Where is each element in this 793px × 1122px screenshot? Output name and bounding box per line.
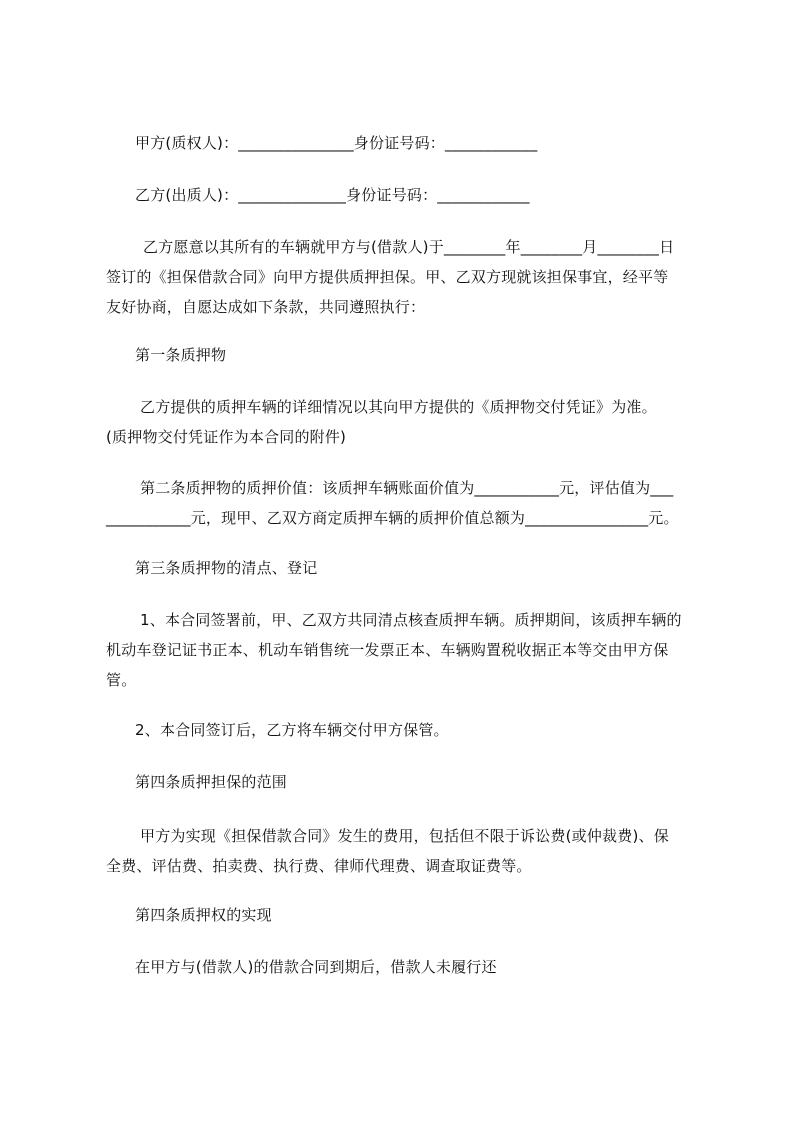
intro-line-1: 乙方愿意以其所有的车辆就甲方与(借款人)于________年________月________日 [143,238,675,256]
article4-line-1: 甲方为实现《担保借款合同》发生的费用，包括但不限于诉讼费(或仲裁费)、保 [140,827,669,845]
article3-item1-line-1: 1、本合同签署前，甲、乙双方共同清点核查质押车辆。质押期间，该质押车辆的 [140,611,682,629]
article5-title: 第四条质押权的实现 [135,906,272,924]
article1-line-1: 乙方提供的质押车辆的详细情况以其向甲方提供的《质押物交付凭证》为准。 [140,398,657,416]
article3-item1-line-2: 机动车登记证书正本、机动车销售统一发票正本、车辆购置税收据正本等交由甲方保 [106,641,669,659]
party-a-line: 甲方(质权人)：_______________身份证号码：____________ [135,134,538,152]
article3-title: 第三条质押物的清点、登记 [135,559,318,577]
article2-line-1: 第二条质押物的质押价值：该质押车辆账面价值为___________元，评估值为___ [140,479,674,497]
article1-title: 第一条质押物 [135,346,227,364]
article5-line-1: 在甲方与(借款人)的借款合同到期后，借款人未履行还 [135,958,497,976]
article4-title: 第四条质押担保的范围 [135,773,288,791]
article2-line-2: ___________元，现甲、乙双方商定质押车辆的质押价值总额为________________元。 [106,509,679,527]
article1-line-2: (质押物交付凭证作为本合同的附件) [106,428,347,446]
article3-item1-line-3: 管。 [106,671,137,689]
intro-line-2: 签订的《担保借款合同》向甲方提供质押担保。甲、乙双方现就该担保事宜，经平等 [106,268,669,286]
article4-line-2: 全费、评估费、拍卖费、执行费、律师代理费、调查取证费等。 [106,857,532,875]
intro-line-3: 友好协商，自愿达成如下条款，共同遵照执行： [106,298,426,316]
article3-item2: 2、本合同签订后，乙方将车辆交付甲方保管。 [135,721,449,739]
party-b-line: 乙方(出质人)：______________身份证号码：____________ [135,186,530,204]
